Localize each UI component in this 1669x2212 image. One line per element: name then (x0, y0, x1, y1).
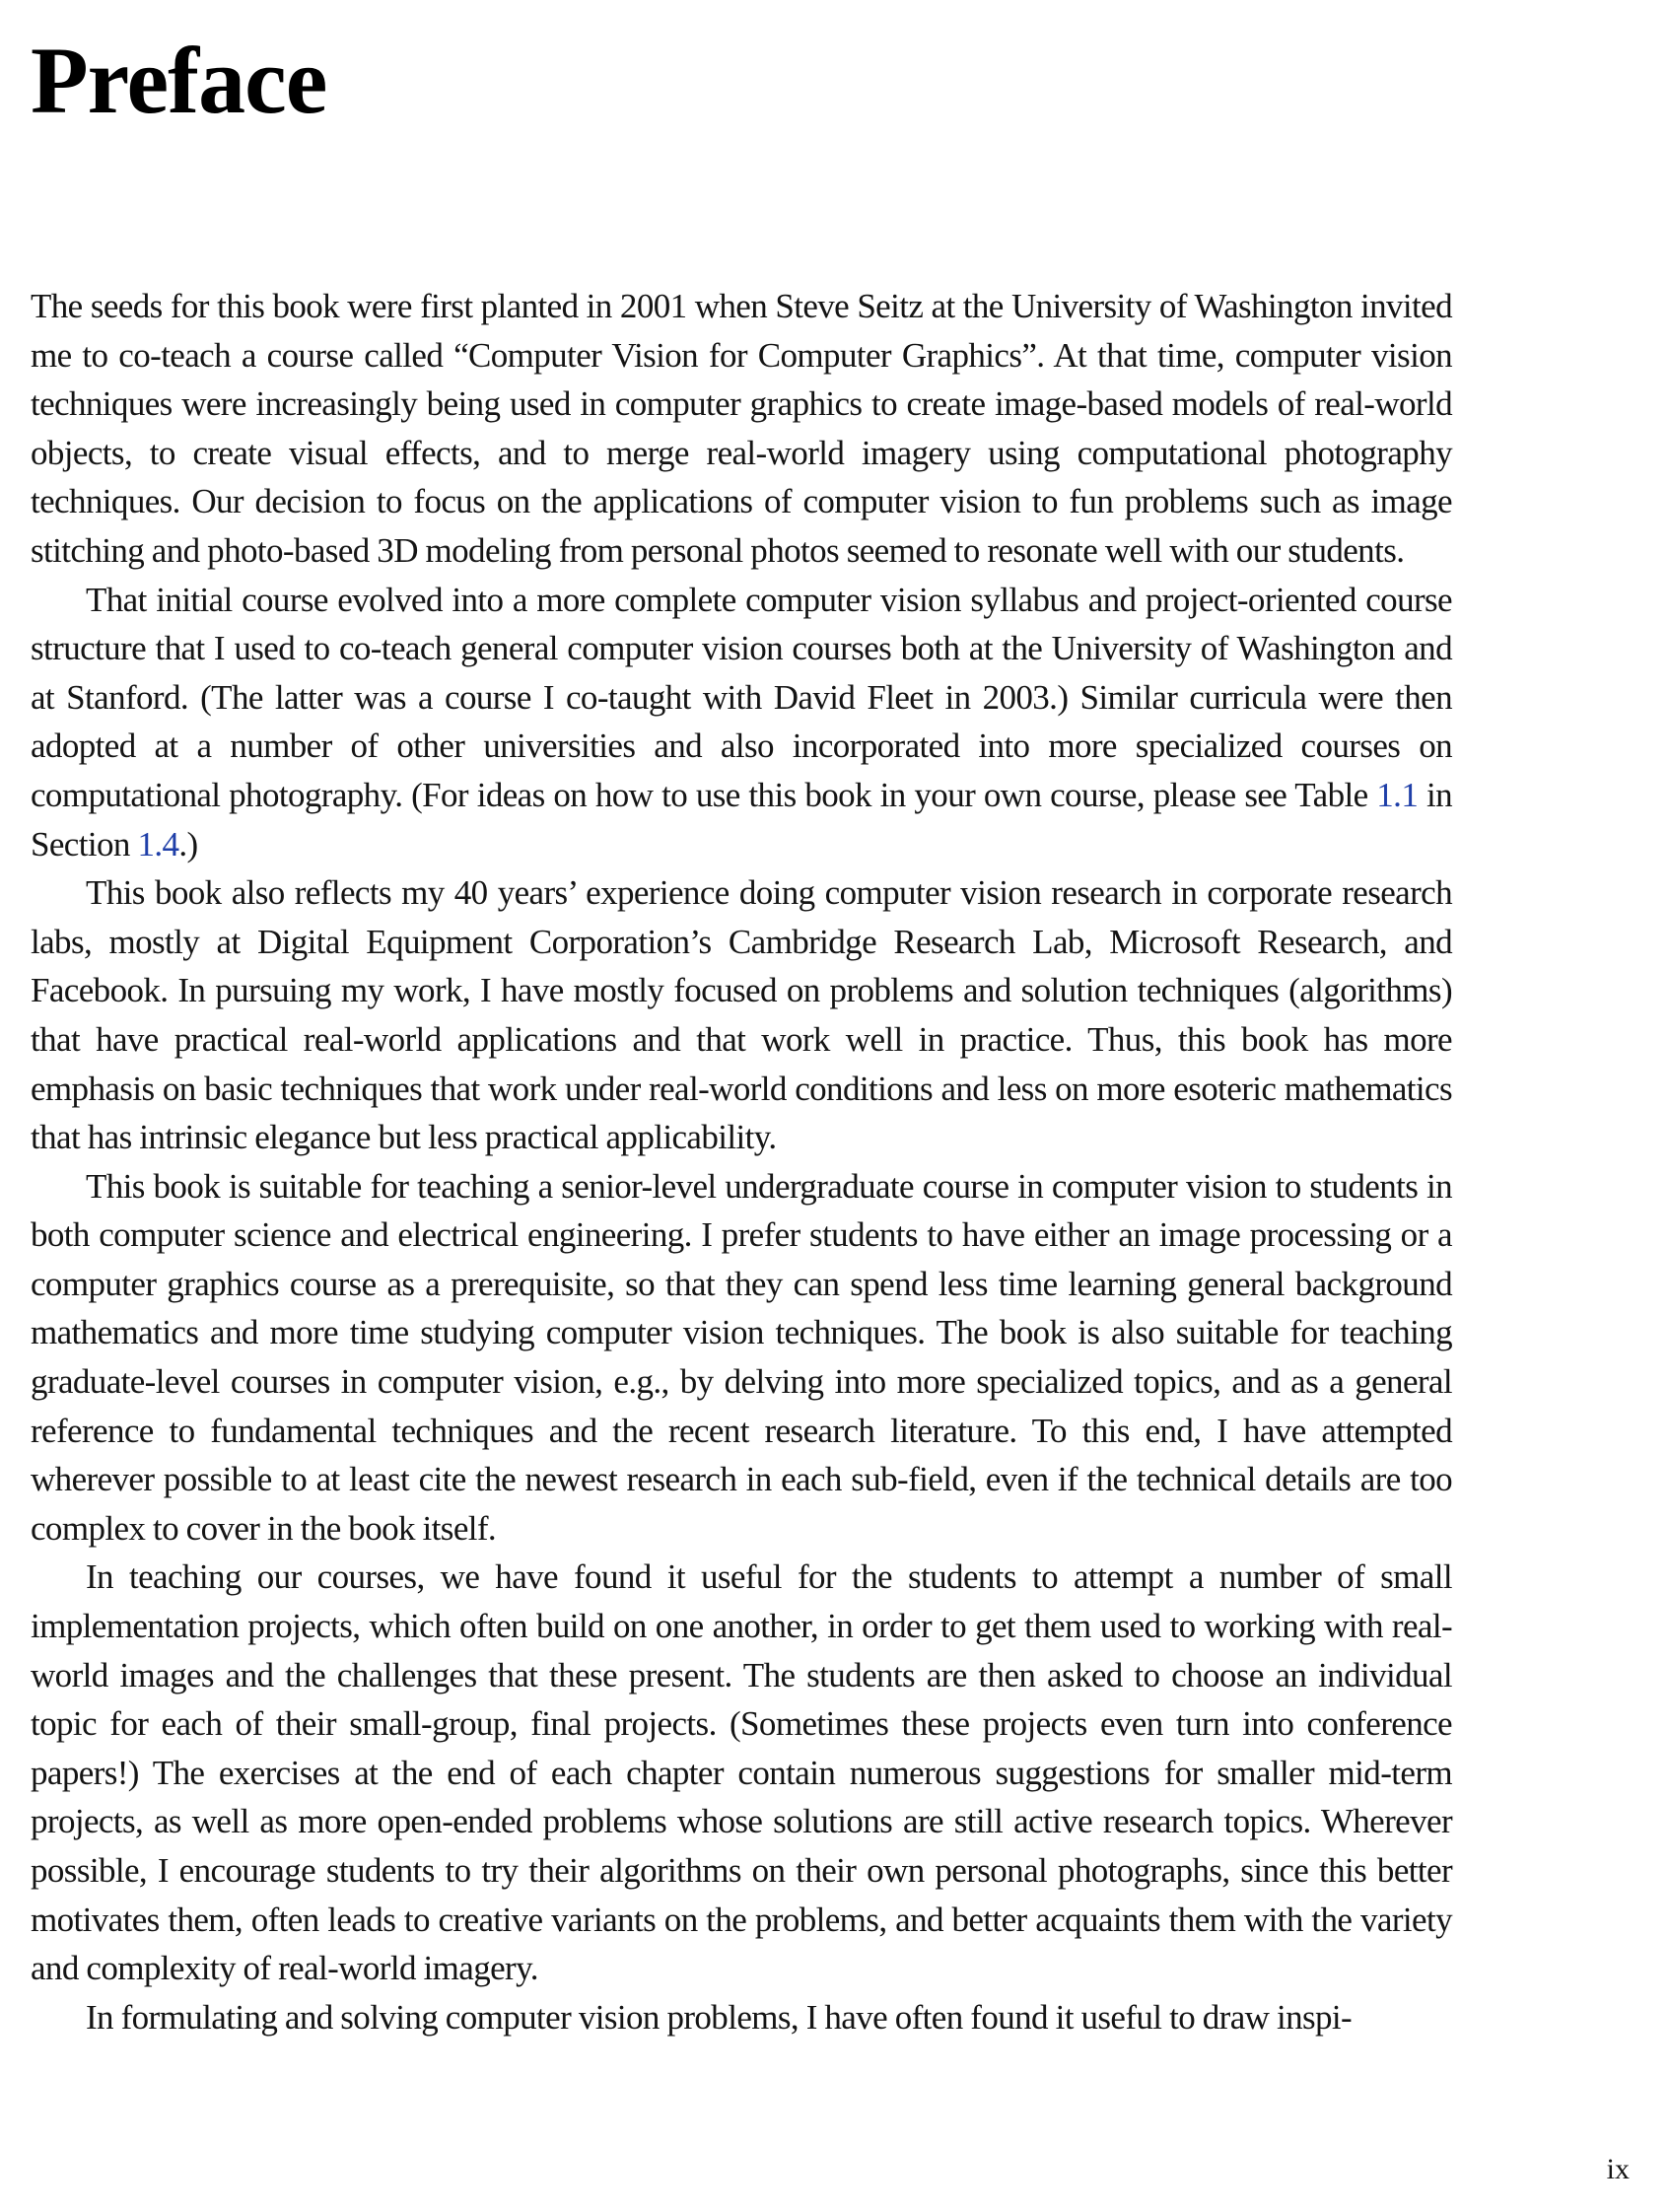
table-1-1-link[interactable]: 1.1 (1376, 775, 1419, 814)
paragraph-2-text-after: .) (178, 824, 198, 864)
paragraph-2-text-middle: in Section (31, 775, 1452, 864)
paragraph-2 (31, 576, 1452, 869)
paragraph-5: In teaching our courses, we have found it useful for the students to attempt a number of small implementation projects, which often build on one another, in order to get them used to working with real-world images and the challenges that these present. The students are then asked to choose an individual topic for each of their small-group, final projects. (Sometimes these projects even turn into conference papers!) The exercises at the end of each chapter contain numerous suggestions for smaller mid-term projects, as well as more open-ended problems whose solutions are still active research topics. Wherever possible, I encourage students to try their algorithms on their own personal photographs, since this better motivates them, often leads to creative variants on the problems, and better acquaints them with the variety and complexity of real-world imagery. (31, 1557, 1452, 1988)
preface-body (31, 282, 1452, 2041)
paragraph-1: The seeds for this book were first planted in 2001 when Steve Seitz at the University of Washington invited me to co-teach a course called “Computer Vision for Computer Graphics”. At that time, computer vision techniques were increasingly being used in computer graphics to create image-based models of real-world objects, to create visual effects, and to merge real-world imagery using computational photography techniques. Our decision to focus on the applications of computer vision to fun problems such as image stitching and photo-based 3D modeling from personal photos seemed to resonate well with our students. (31, 287, 1452, 570)
page-title: Preface (31, 28, 327, 133)
paragraph-2-text-before: That initial course evolved into a more complete computer vision syllabus and project-oriented course structure that I used to co-teach general computer vision courses both at the University of Washington and at Stanford. (The latter was a course I co-taught with David Fleet in 2003.) Similar curricula were then adopted at a number of other universities and also incorporated into more specialized courses on computational photography. (For ideas on how to use this book in your own course, please see Table (31, 580, 1452, 814)
paragraph-6: In formulating and solving computer vision problems, I have often found it useful to draw inspi- (86, 1997, 1353, 2037)
page-number: ix (1606, 2153, 1630, 2185)
paragraph-3: This book also reflects my 40 years’ experience doing computer vision research in corporate research labs, mostly at Digital Equipment Corporation’s Cambridge Research Lab, Microsoft Research, and Facebook. In pursuing my work, I have mostly focused on problems and solution techniques (algorithms) that have practical real-world applications and that work well in practice. Thus, this book has more emphasis on basic techniques that work under real-world conditions and less on more esoteric mathematics that has intrinsic elegance but less practical applicability. (31, 873, 1452, 1157)
paragraph-4: This book is suitable for teaching a senior-level undergraduate course in computer vision to students in both computer science and electrical engineering. I prefer students to have either an image processing or a computer graphics course as a prerequisite, so that they can spend less time learning general background mathematics and more time studying computer vision techniques. The book is also suitable for teaching graduate-level courses in computer vision, e.g., by delving into more specialized topics, and as a general reference to fundamental techniques and the recent research literature. To this end, I have attempted wherever possible to at least cite the newest research in each sub-field, even if the technical details are too complex to cover in the book itself. (31, 1166, 1452, 1548)
section-1-4-link[interactable]: 1.4 (137, 824, 179, 864)
